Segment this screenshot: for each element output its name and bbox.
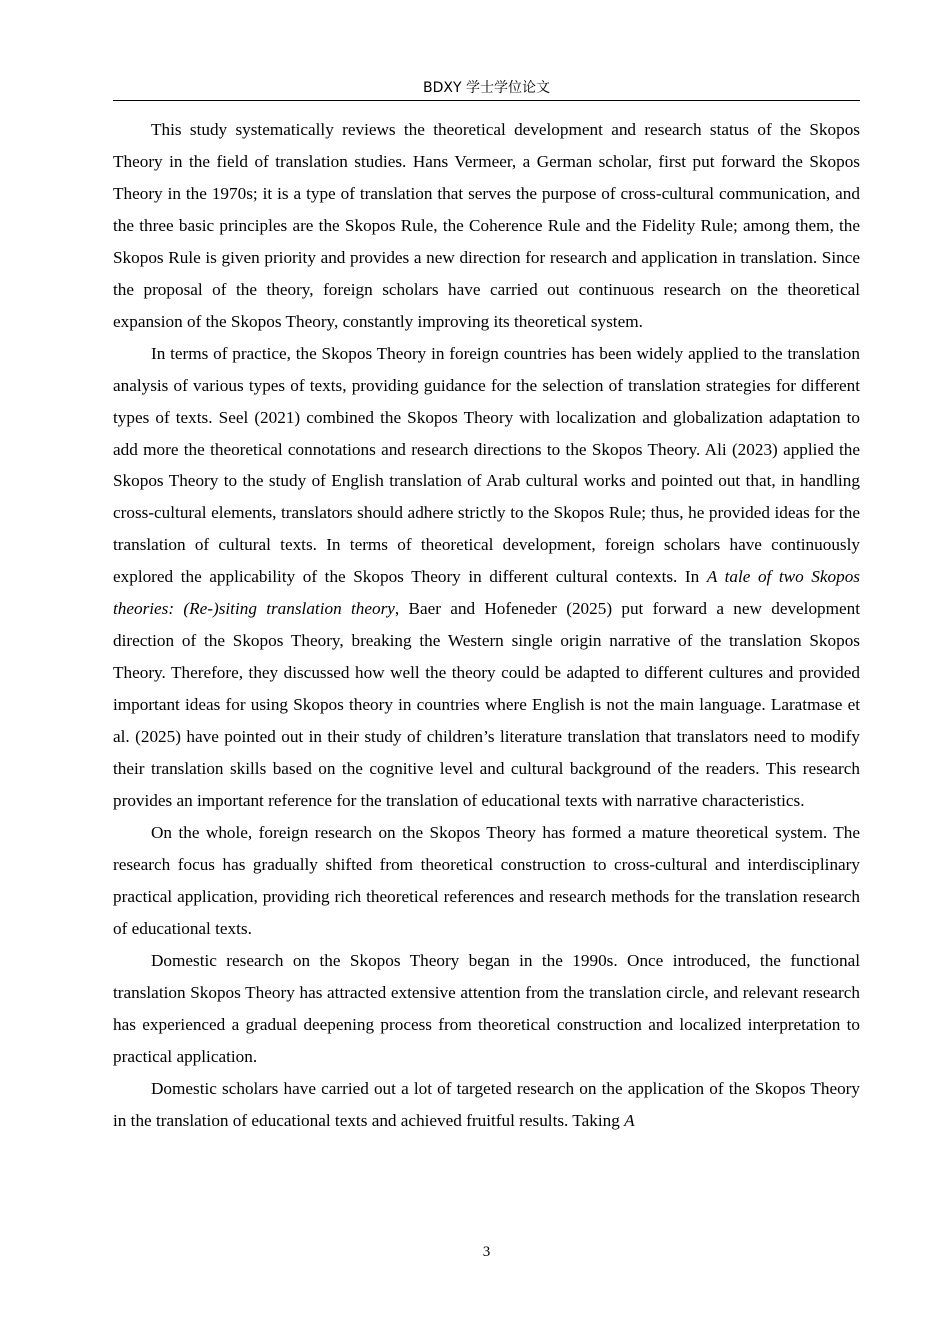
page-number: 3: [482, 1244, 491, 1260]
italic-book-title: A tale of two Skopos theories: (Re-)siting translation theory: [113, 567, 860, 619]
italic-title-start: A: [624, 1110, 635, 1130]
page-header: BDXY 学士学位论文: [423, 80, 550, 96]
paragraph-text: , Baer and Hofeneder (2025) put forward a new development direction of the Skopos Theory, breaking the Western single origin narrative of the translation Skopos Theory. Therefore, they discussed how well the theory could be adapted to different cultures and provided important ideas for using Skopos theory in countries where English is not the main language. Laratmase et al. (2025) have pointed out in their study of children’s literature translation that translators need to modify their translation skills based on the cognitive level and cultural background of the readers. This research provides an important reference for the translation of educational texts with narrative characteristics.: [113, 599, 860, 811]
paragraph-foreign-practice: [113, 338, 860, 817]
paragraph-skopos-overview: This study systematically reviews the theoretical development and research status of the Skopos Theory in the field of translation studies. Hans Vermeer, a German scholar, first put forward the Skopos Theory in the 1970s; it is a type of translation that serves the purpose of cross-cultural communication, and the three basic principles are the Skopos Rule, the Coherence Rule and the Fidelity Rule; among them, the Skopos Rule is given priority and provides a new direction for research and application in translation. Since the proposal of the theory, foreign scholars have carried out continuous research on the theoretical expansion of the Skopos Theory, constantly improving its theoretical system.: [113, 120, 860, 331]
paragraph-foreign-summary: On the whole, foreign research on the Skopos Theory has formed a mature theoretical system. The research focus has gradually shifted from theoretical construction to cross-cultural and interdisciplinary practical application, providing rich theoretical references and research methods for the translation research of educational texts.: [113, 822, 860, 938]
paragraph-domestic-scholars: [113, 1073, 860, 1137]
paragraph-text: In terms of practice, the Skopos Theory in foreign countries has been widely applied to the translation analysis of various types of texts, providing guidance for the selection of translation strategies for different types of texts. Seel (2021) combined the Skopos Theory with localization and globalization adaptation to add more the theoretical connotations and research directions to the Skopos Theory. Ali (2023) applied the Skopos Theory to the study of English translation of Arab cultural works and pointed out that, in handling cross-cultural elements, translators should adhere strictly to the Skopos Rule; thus, he provided ideas for the translation of cultural texts. In terms of theoretical development, foreign scholars have continuously explored the applicability of the Skopos Theory in different cultural contexts. In: [113, 343, 860, 587]
paragraph-domestic-research: Domestic research on the Skopos Theory began in the 1990s. Once introduced, the functional translation Skopos Theory has attracted extensive attention from the translation circle, and relevant research has experienced a gradual deepening process from theoretical construction and localized interpretation to practical application.: [113, 950, 860, 1066]
body-text: [113, 114, 860, 1137]
header-rule: [113, 100, 860, 101]
paragraph-text: Domestic scholars have carried out a lot of targeted research on the application of the Skopos Theory in the translation of educational texts and achieved fruitful results. Taking: [113, 1078, 860, 1130]
